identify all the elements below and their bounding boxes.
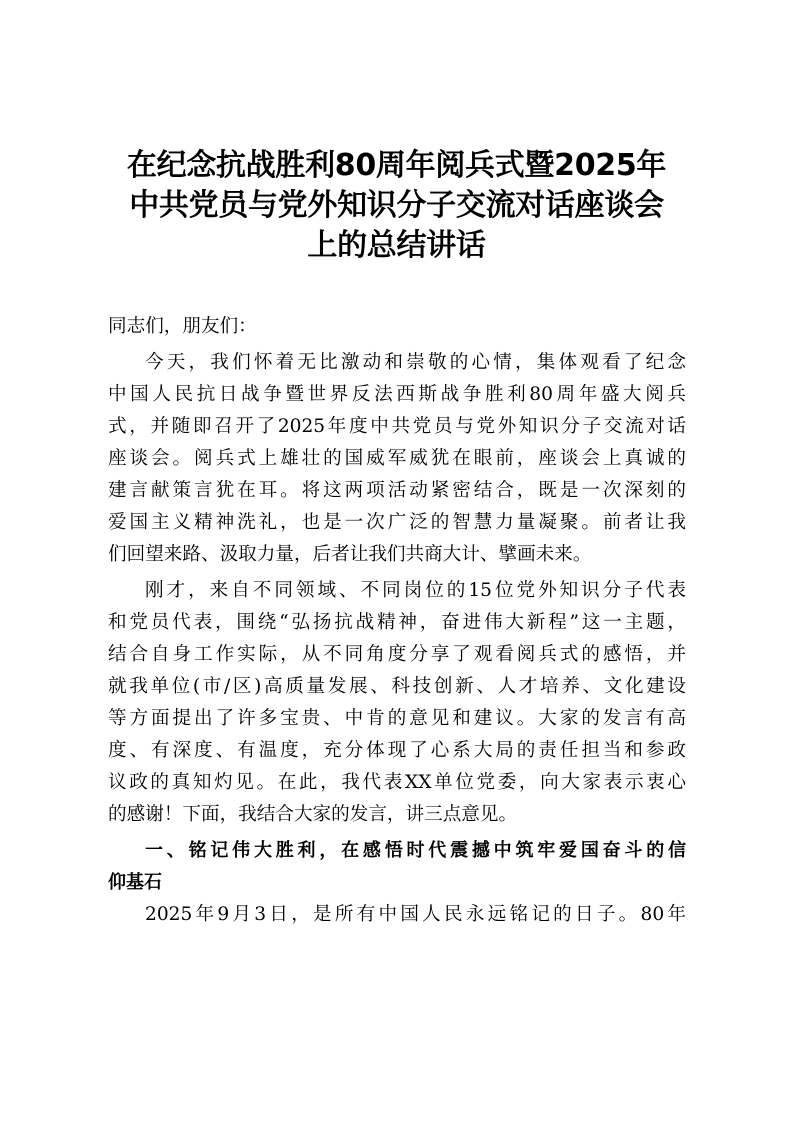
title-line: 中共党员与党外知识分子交流对话座谈会 <box>129 188 664 223</box>
text-line: 2025年9月3日，是所有中国人民永远铭记的日子。80年 <box>145 904 686 925</box>
paragraph-2 <box>108 575 686 831</box>
text-line: 度、有深度、有温度，充分体现了心系大局的责任担当和参政 <box>108 740 686 761</box>
paragraph-3 <box>108 899 686 931</box>
text-line: 式，并随即召开了2025年度中共党员与党外知识分子交流对话 <box>108 416 686 437</box>
paragraph-1 <box>108 347 686 571</box>
text-line: 们回望来路、汲取力量，后者让我们共商大计、擘画未来。 <box>108 544 592 565</box>
text-line: 就我单位(市/区)高质量发展、科技创新、人才培养、文化建设 <box>108 676 686 697</box>
text-line: 等方面提出了许多宝贵、中肯的意见和建议。大家的发言有高 <box>108 708 686 729</box>
text-line: 的感谢！下面，我结合大家的发言，讲三点意见。 <box>108 804 518 825</box>
text-line: 今天，我们怀着无比激动和崇敬的心情，集体观看了纪念 <box>145 352 686 373</box>
document-body <box>108 311 686 931</box>
text-line: 建言献策言犹在耳。将这两项活动紧密结合，既是一次深刻的 <box>108 480 686 501</box>
title-line: 上的总结讲话 <box>307 228 486 263</box>
text-line: 爱国主义精神洗礼，也是一次广泛的智慧力量凝聚。前者让我 <box>108 512 686 533</box>
text-line: 和党员代表，围绕“弘扬抗战精神，奋进伟大新程”这一主题， <box>108 612 686 633</box>
title-line: 在纪念抗战胜利80周年阅兵式暨2025年 <box>126 148 667 183</box>
text-line: 座谈会。阅兵式上雄壮的国威军威犹在眼前，座谈会上真诚的 <box>108 448 686 469</box>
text-line: 仰基石 <box>108 872 162 893</box>
text-line: 中国人民抗日战争暨世界反法西斯战争胜利80周年盛大阅兵 <box>108 384 686 405</box>
text-line: 一、铭记伟大胜利，在感悟时代震撼中筑牢爱国奋斗的信 <box>145 840 686 861</box>
section-heading-1 <box>108 835 686 899</box>
text-line: 刚才，来自不同领域、不同岗位的15位党外知识分子代表 <box>145 580 686 601</box>
text-line: 同志们，朋友们： <box>108 316 257 337</box>
text-line: 结合自身工作实际，从不同角度分享了观看阅兵式的感悟，并 <box>108 644 686 665</box>
text-line: 议政的真知灼见。在此，我代表XX单位党委，向大家表示衷心 <box>108 772 686 793</box>
document-title <box>100 146 693 266</box>
salutation <box>108 311 686 343</box>
